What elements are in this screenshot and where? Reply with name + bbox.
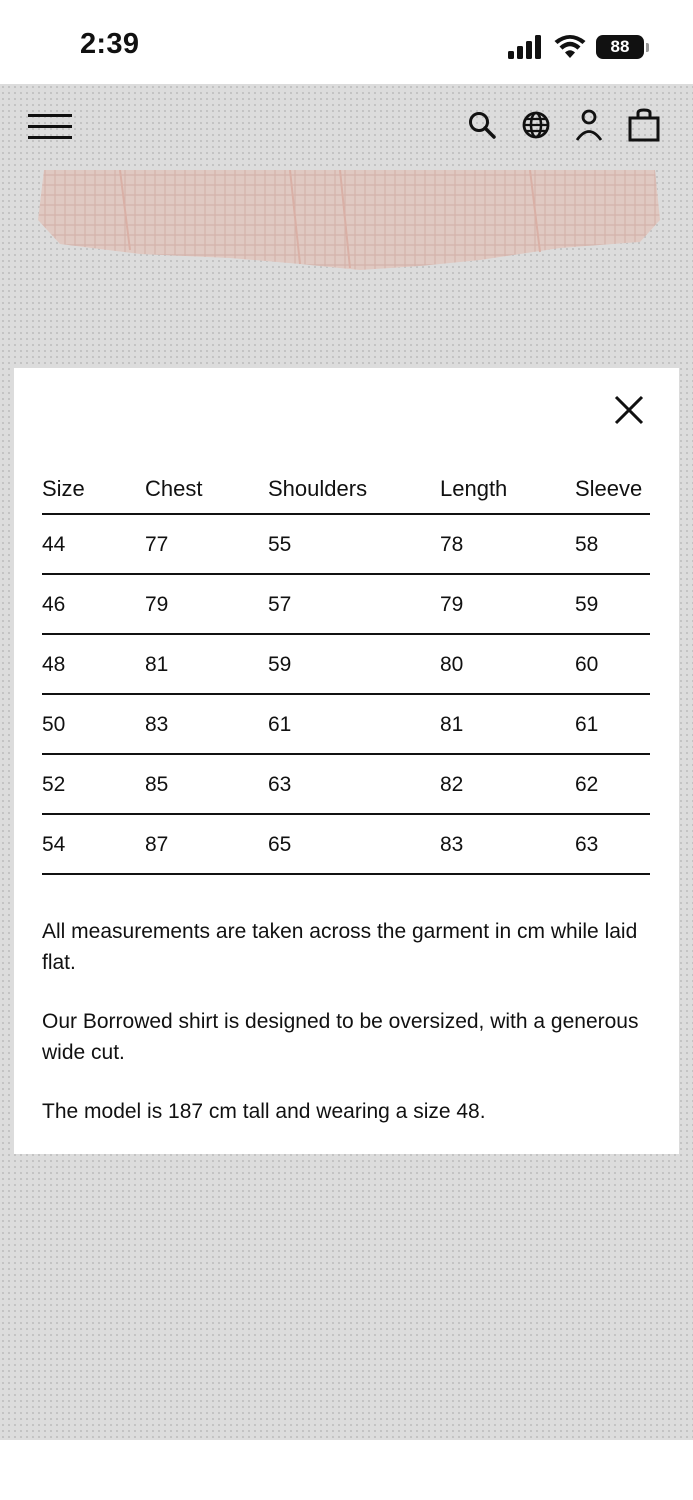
cell-shoulders: 59 (268, 634, 440, 694)
column-header-sleeve: Sleeve (575, 458, 650, 514)
cell-chest: 87 (145, 814, 268, 874)
cell-sleeve: 61 (575, 694, 650, 754)
size-notes (42, 916, 652, 1155)
cell-chest: 83 (145, 694, 268, 754)
menu-icon[interactable] (28, 112, 72, 142)
cell-size: 52 (42, 754, 145, 814)
bottom-area (0, 1440, 693, 1500)
cell-size: 44 (42, 514, 145, 574)
cell-sleeve: 60 (575, 634, 650, 694)
cell-length: 82 (440, 754, 575, 814)
table-row (42, 574, 650, 634)
table-row (42, 634, 650, 694)
measurement-note: All measurements are taken across the garment in cm while laid flat. (42, 920, 638, 974)
table-header-row (42, 458, 650, 514)
table-row (42, 514, 650, 574)
size-guide-modal (14, 368, 679, 1154)
cell-length: 83 (440, 814, 575, 874)
table-row (42, 814, 650, 874)
battery-icon (596, 35, 649, 59)
account-icon[interactable] (575, 109, 603, 141)
cell-chest: 81 (145, 634, 268, 694)
fit-note: Our Borrowed shirt is designed to be oversized, with a generous wide cut. (42, 1010, 639, 1064)
status-bar (0, 0, 693, 84)
cell-size: 50 (42, 694, 145, 754)
cell-chest: 79 (145, 574, 268, 634)
cell-length: 80 (440, 634, 575, 694)
cell-sleeve: 58 (575, 514, 650, 574)
cell-length: 79 (440, 574, 575, 634)
cell-shoulders: 65 (268, 814, 440, 874)
column-header-length: Length (440, 458, 575, 514)
size-table (42, 458, 650, 875)
cell-shoulders: 61 (268, 694, 440, 754)
cell-size: 54 (42, 814, 145, 874)
table-row (42, 754, 650, 814)
table-row (42, 694, 650, 754)
column-header-shoulders: Shoulders (268, 458, 440, 514)
cell-shoulders: 55 (268, 514, 440, 574)
battery-level: 88 (596, 35, 644, 59)
cell-length: 78 (440, 514, 575, 574)
status-icons (508, 30, 649, 64)
wifi-icon (554, 35, 586, 59)
cell-sleeve: 59 (575, 574, 650, 634)
cell-chest: 77 (145, 514, 268, 574)
product-image (0, 170, 693, 280)
column-header-size: Size (42, 458, 145, 514)
status-time: 2:39 (80, 28, 140, 60)
globe-icon[interactable] (521, 110, 551, 140)
column-header-chest: Chest (145, 458, 268, 514)
cell-size: 46 (42, 574, 145, 634)
search-icon[interactable] (467, 110, 497, 140)
cell-shoulders: 57 (268, 574, 440, 634)
cell-chest: 85 (145, 754, 268, 814)
cell-length: 81 (440, 694, 575, 754)
cell-size: 48 (42, 634, 145, 694)
cell-sleeve: 62 (575, 754, 650, 814)
cell-sleeve: 63 (575, 814, 650, 874)
header-actions (467, 108, 661, 142)
cell-shoulders: 63 (268, 754, 440, 814)
cellular-signal-icon (508, 35, 544, 59)
bag-icon[interactable] (627, 108, 661, 142)
model-note: The model is 187 cm tall and wearing a size 48. (42, 1100, 486, 1123)
close-icon[interactable] (613, 394, 645, 426)
